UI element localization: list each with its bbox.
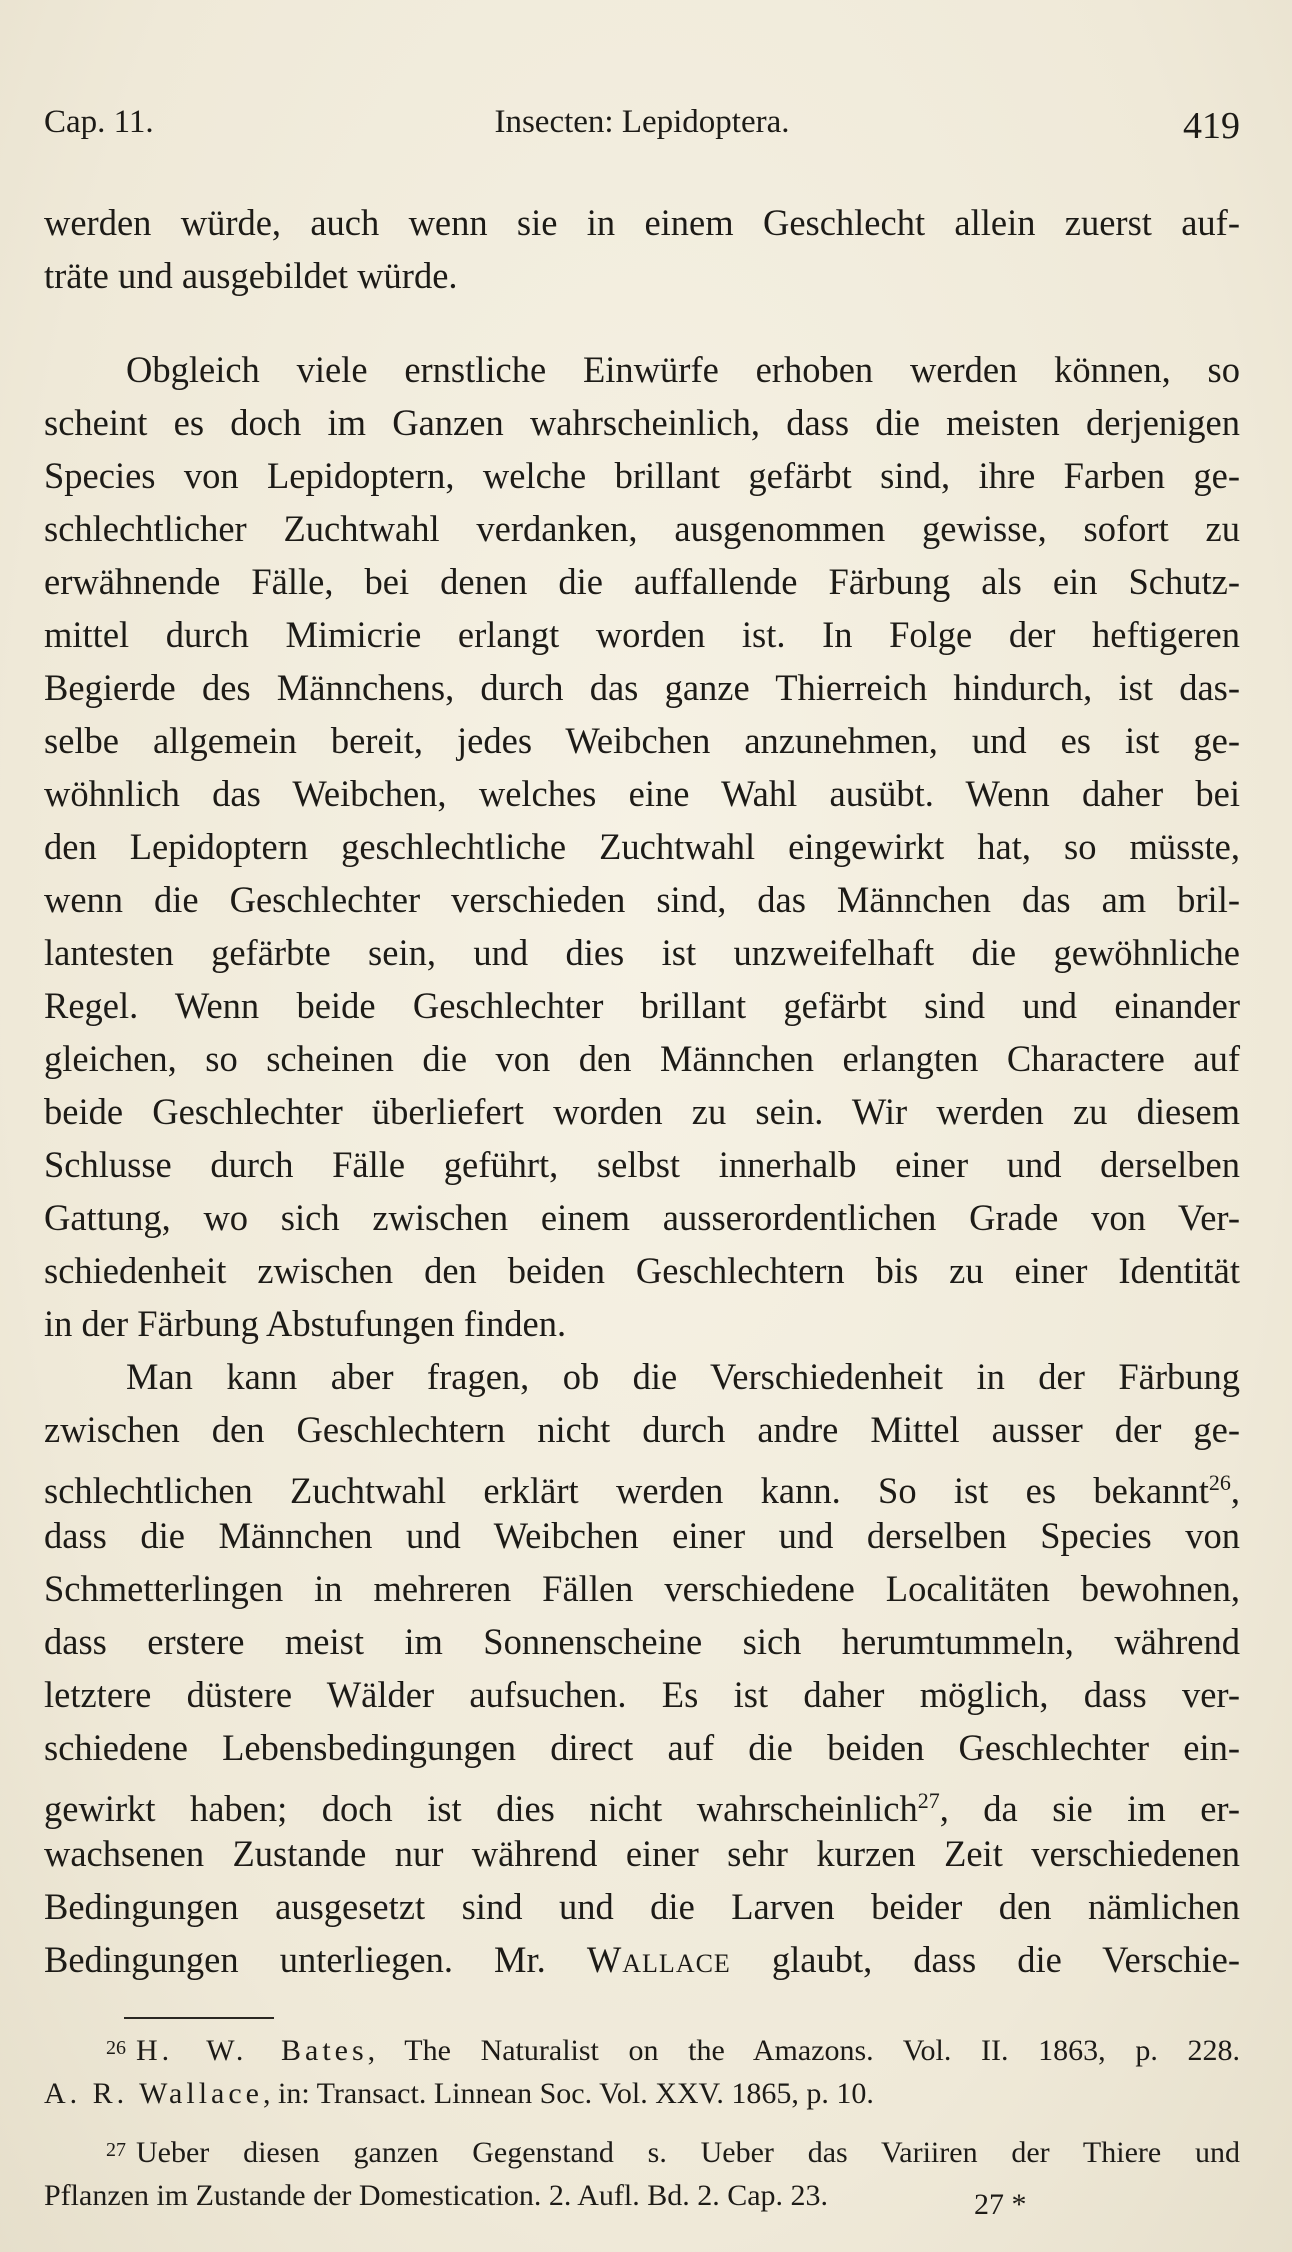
footnote-text: , The Naturalist on the Amazons. Vol. II. 1863, p. 228.: [367, 2034, 1240, 2067]
text-fragment: schlechtlichen Zuchtwahl erklärt werden kann. So ist es bekannt: [44, 1470, 1209, 1512]
text-line: gleichen, so scheinen die von den Männchen erlangten Charactere auf: [44, 1038, 1240, 1079]
text-line: schiedene Lebensbedingungen direct auf die beiden Geschlechter ein-: [44, 1727, 1240, 1768]
footnote-ref-27: 27: [917, 1788, 940, 1813]
text-line: Species von Lepidoptern, welche brillant gefärbt sind, ihre Farben ge-: [44, 455, 1240, 496]
running-title: Insecten: Lepidoptera.: [494, 104, 790, 140]
footnote-mark: 26: [106, 2037, 126, 2059]
signature-mark: 27 *: [974, 2188, 1027, 2221]
text-line: [44, 1774, 1240, 1830]
chapter-label: Cap. 11.: [44, 104, 154, 140]
footnote-author: H. W. Bates: [136, 2034, 368, 2067]
paragraph-gap: [44, 302, 1240, 343]
text-line: lantesten gefärbte sein, und dies ist unzweifelhaft die gewöhnliche: [44, 932, 1240, 973]
text-line: schiedenheit zwischen den beiden Geschlechtern bis zu einer Identität: [44, 1250, 1240, 1291]
text-fragment: glaubt, dass die Verschie-: [730, 1939, 1241, 1980]
text-line: Gattung, wo sich zwischen einem ausserordentlichen Grade von Ver-: [44, 1197, 1240, 1238]
footnote-rule: [124, 2017, 274, 2019]
text-line: schlechtlichen Zuchtwahl erklärt werden kann. So ist es bekannt$^{26}$,: [44, 1470, 1240, 1512]
text-line: selbe allgemein bereit, jedes Weibchen anzunehmen, und es ist ge-: [44, 720, 1240, 761]
footnote-text: , in: Transact. Linnean Soc. Vol. XXV. 1865, p. 10.: [262, 2077, 874, 2110]
footnote-27-line: [44, 2127, 1240, 2173]
text-line: werden würde, auch wenn sie in einem Geschlecht allein zuerst auf-: [44, 202, 1240, 243]
footnote-text: Ueber diesen ganzen Gegenstand s. Ueber das Variiren der Thiere und: [136, 2136, 1240, 2169]
text-line: Regel. Wenn beide Geschlechter brillant gefärbt sind und einander: [44, 985, 1240, 1026]
text-line: schlechtlicher Zuchtwahl verdanken, ausgenommen gewisse, sofort zu: [44, 508, 1240, 549]
text-line: mittel durch Mimicrie erlangt worden ist. In Folge der heftigeren: [44, 614, 1240, 655]
footnote-26-line: [44, 2025, 1240, 2071]
text-line: Bedingungen ausgesetzt sind und die Larven beider den nämlichen: [44, 1886, 1240, 1927]
footnote-gap: [44, 2117, 1240, 2127]
text-line: wenn die Geschlechter verschieden sind, das Männchen das am bril-: [44, 879, 1240, 920]
footnote-author: A. R. Wallace: [44, 2077, 263, 2110]
text-line: träte und ausgebildet würde.: [44, 255, 458, 296]
text-line: scheint es doch im Ganzen wahrscheinlich, dass die meisten derjenigen: [44, 402, 1240, 443]
text-line: Schmetterlingen in mehreren Fällen verschiedene Localitäten bewohnen,: [44, 1568, 1240, 1609]
page-number: 419: [1183, 105, 1240, 147]
text-line: dass erstere meist im Sonnenscheine sich herumtummeln, während: [44, 1621, 1240, 1662]
text-line: den Lepidoptern geschlechtliche Zuchtwahl eingewirkt hat, so müsste,: [44, 826, 1240, 867]
text-line: in der Färbung Abstufungen finden.: [44, 1303, 567, 1344]
text-line: Begierde des Männchens, durch das ganze Thierreich hindurch, ist das-: [44, 667, 1240, 708]
text-line: Obgleich viele ernstliche Einwürfe erhoben werden können, so: [126, 349, 1240, 390]
text-line: erwähnende Fälle, bei denen die auffallende Färbung als ein Schutz-: [44, 561, 1240, 602]
footnote-27-line: Pflanzen im Zustande der Domestication. 2. Aufl. Bd. 2. Cap. 23.: [44, 2179, 829, 2212]
book-page: [44, 0, 1240, 2252]
text-fragment: , da sie im er-: [939, 1788, 1240, 1830]
text-line: Schlusse durch Fälle geführt, selbst innerhalb einer und derselben: [44, 1144, 1240, 1185]
text-line: dass die Männchen und Weibchen einer und derselben Species von: [44, 1515, 1240, 1556]
text-fragment: Bedingungen unterliegen. Mr.: [44, 1939, 546, 1980]
text-line: letztere düstere Wälder aufsuchen. Es ist daher möglich, dass ver-: [44, 1674, 1240, 1715]
body-text: [44, 196, 1240, 1986]
text-line: [44, 1933, 1240, 1986]
footnotes: [44, 2025, 1240, 2219]
text-line: beide Geschlechter überliefert worden zu sein. Wir werden zu diesem: [44, 1091, 1240, 1132]
text-line: zwischen den Geschlechtern nicht durch andre Mittel ausser der ge-: [44, 1409, 1240, 1450]
footnote-26-line: [44, 2071, 1240, 2117]
text-fragment: gewirkt haben; doch ist dies nicht wahrscheinlich: [44, 1788, 918, 1830]
text-line: wöhnlich das Weibchen, welches eine Wahl ausübt. Wenn daher bei: [44, 773, 1240, 814]
text-line: Man kann aber fragen, ob die Verschiedenheit in der Färbung: [126, 1356, 1240, 1397]
running-head: [44, 104, 1240, 164]
author-name: Wallace: [586, 1939, 731, 1980]
footnote-mark: 27: [106, 2139, 126, 2161]
text-line: wachsenen Zustande nur während einer sehr kurzen Zeit verschiedenen: [44, 1833, 1240, 1874]
footnote-ref-26: 26: [1208, 1470, 1231, 1495]
